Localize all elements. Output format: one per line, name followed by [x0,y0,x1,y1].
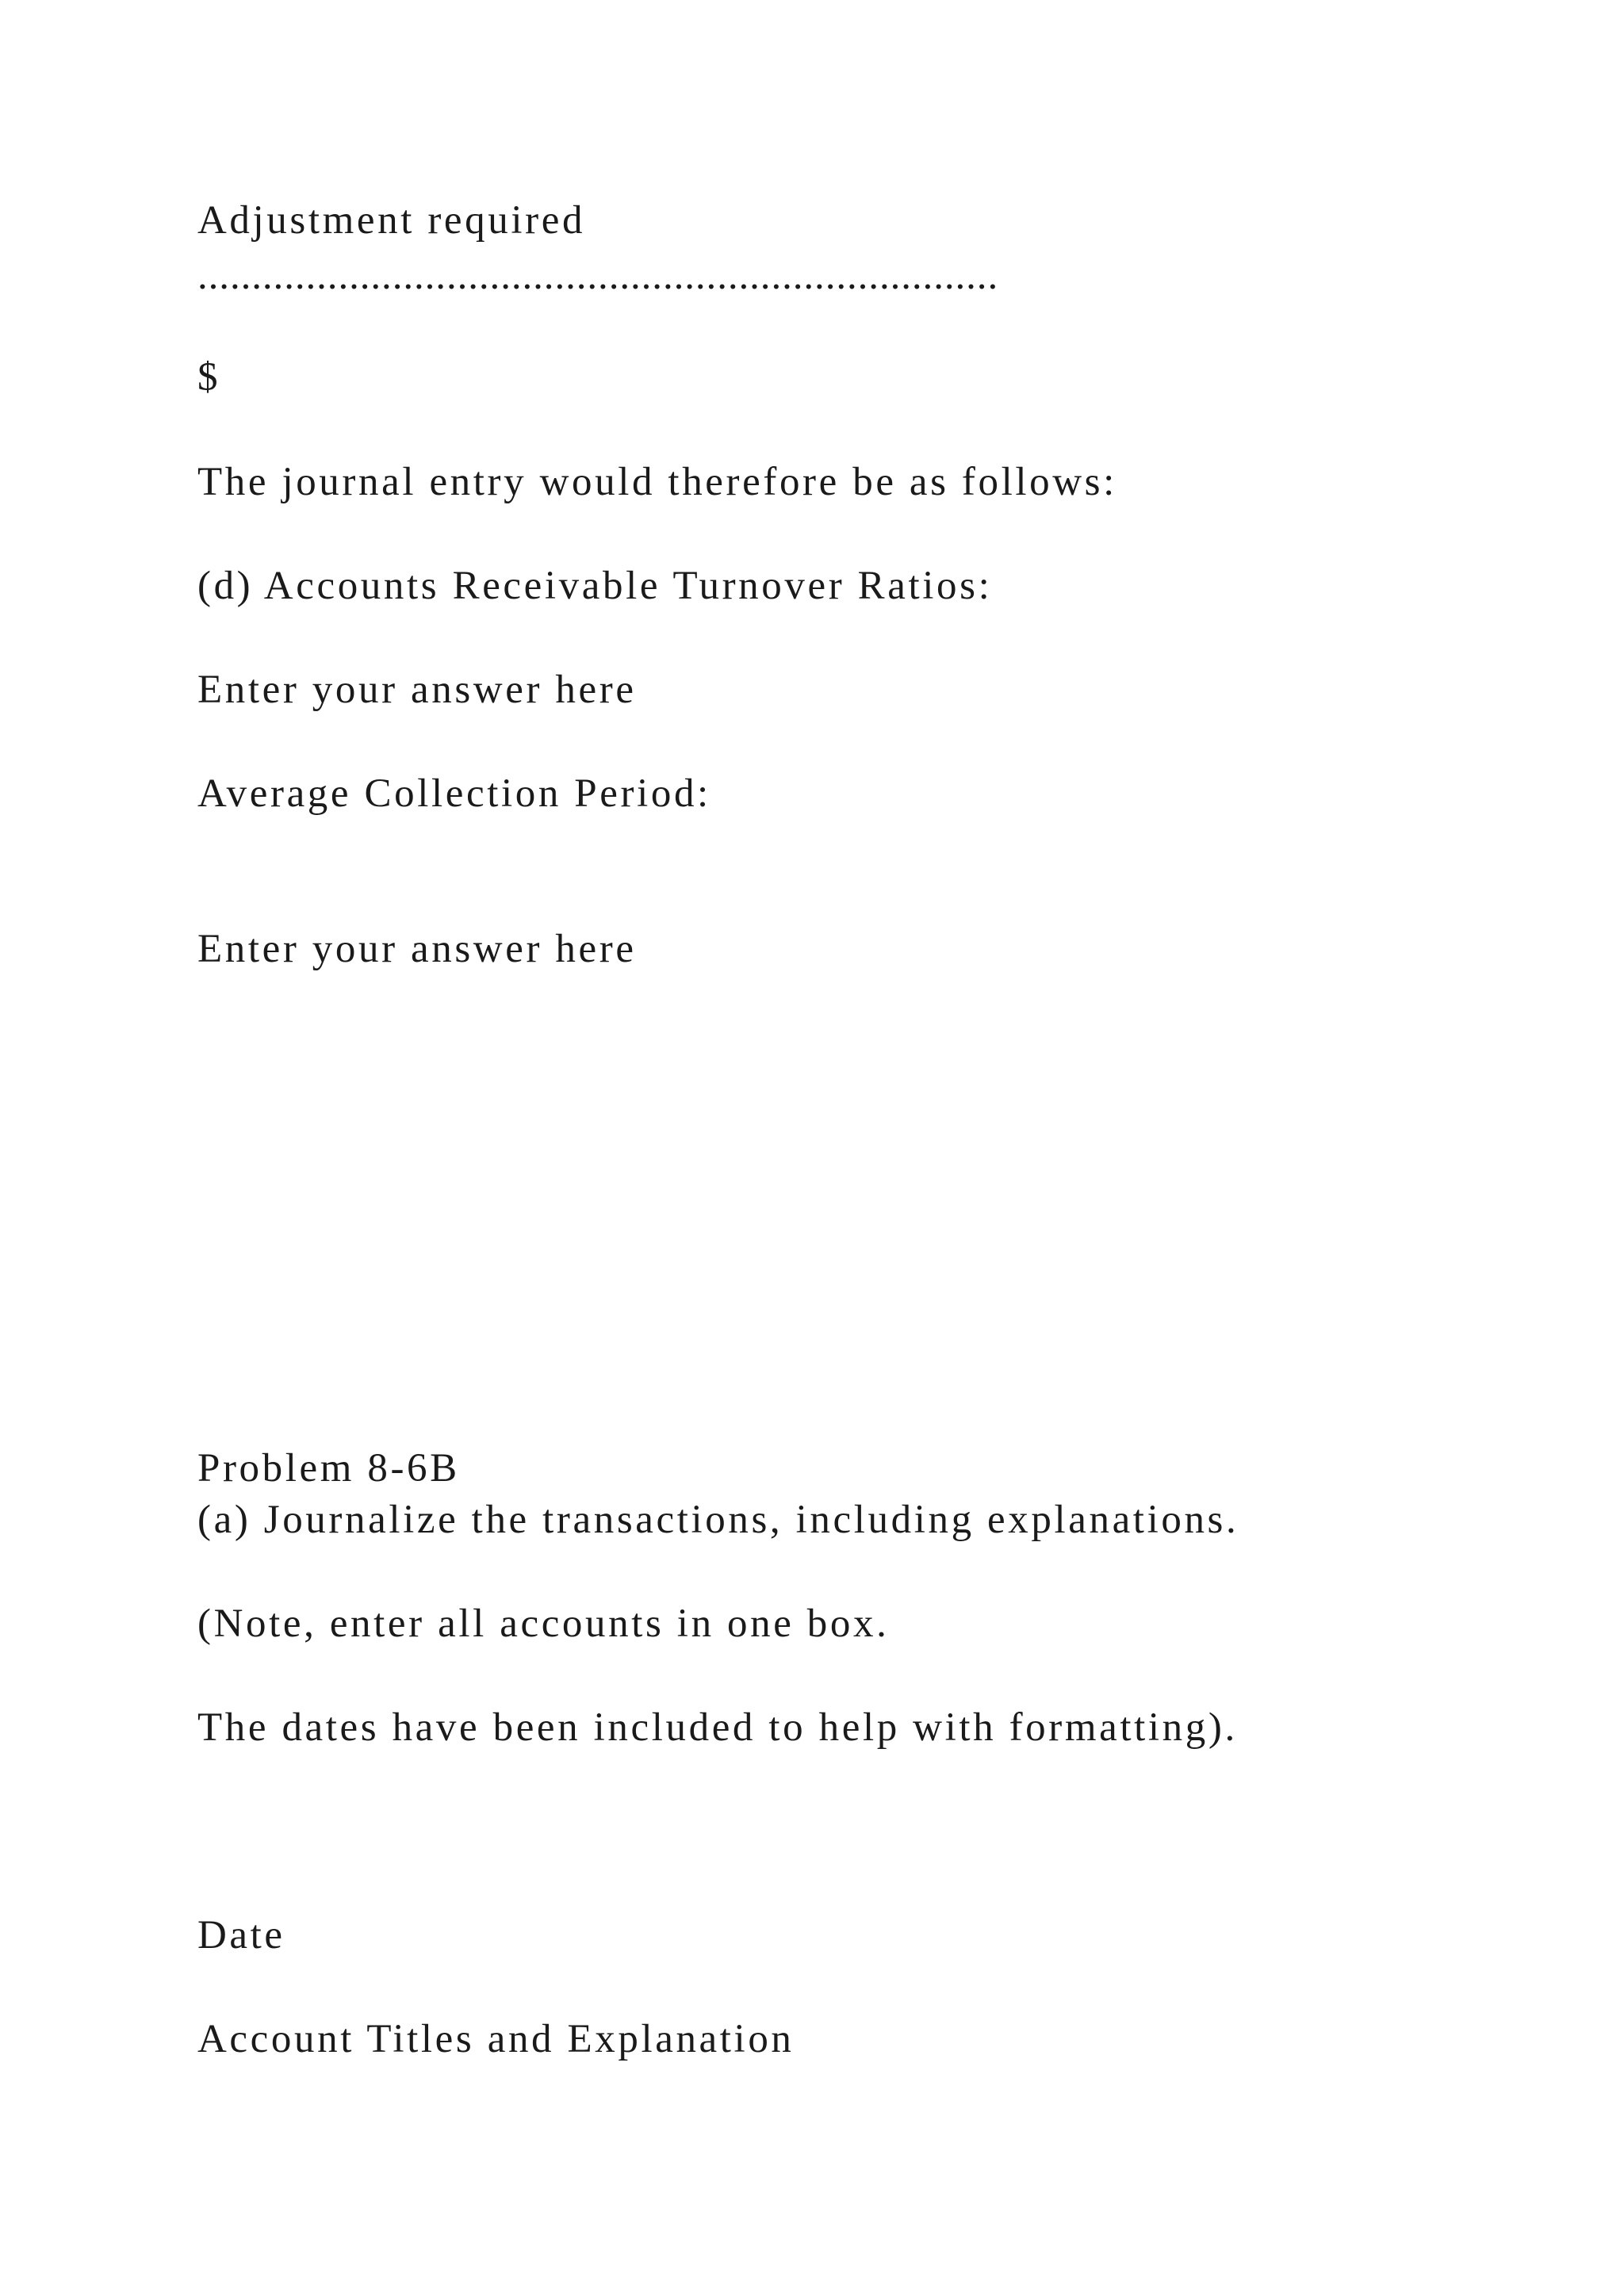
part-a-instruction: (a) Journalize the transactions, including explanations. [197,1498,1239,1542]
average-collection-period-label: Average Collection Period: [197,771,711,816]
dollar-sign: $ [197,355,221,400]
dates-note: The dates have been included to help with formatting). [197,1705,1238,1750]
answer-field-turnover[interactable]: Enter your answer here [197,668,637,712]
part-d-label: (d) Accounts Receivable Turnover Ratios: [197,564,993,608]
note-line: (Note, enter all accounts in one box. [197,1601,890,1646]
adjustment-required-label: Adjustment required [197,198,586,243]
journal-entry-intro: The journal entry would therefore be as follows: [197,460,1117,504]
problem-title: Problem 8-6B [197,1446,460,1490]
answer-field-collection-period[interactable]: Enter your answer here [197,927,637,971]
dotted-leader: .......................................................................... [197,254,999,298]
column-header-account-titles: Account Titles and Explanation [197,2017,795,2061]
column-header-date: Date [197,1913,285,1957]
